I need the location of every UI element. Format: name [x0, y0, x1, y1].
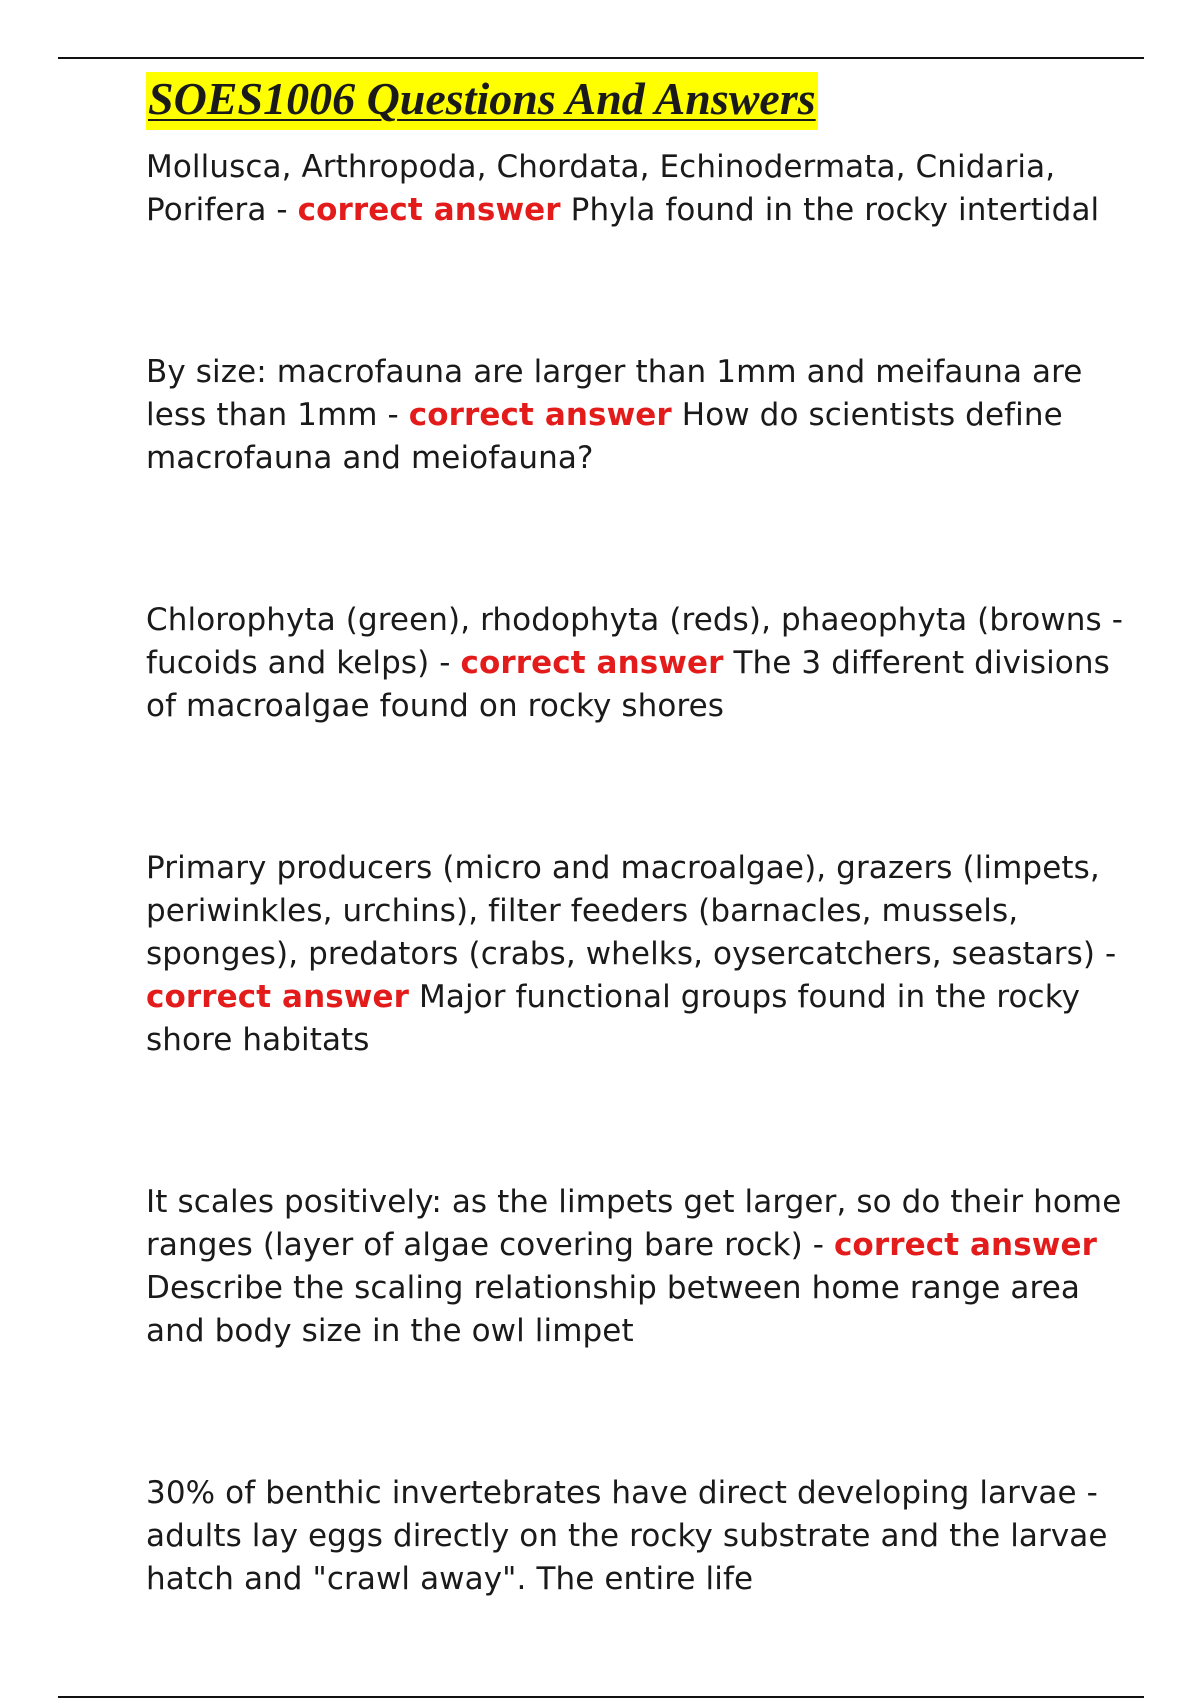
answer-text: By size: macrofauna are larger than 1mm and meifauna are less than 1mm - — [146, 354, 1083, 433]
qa-item-3 — [146, 599, 1146, 728]
answer-text: Chlorophyta (green), rhodophyta (reds), phaeophyta (browns - fucoids and kelps) - — [146, 602, 1124, 681]
correct-answer-tag: correct answer — [460, 645, 724, 681]
correct-answer-tag: correct answer — [297, 192, 561, 228]
question-text: Describe the scaling relationship between home range area and body size in the owl limpet — [146, 1270, 1080, 1349]
correct-answer-tag: correct answer — [408, 397, 672, 433]
answer-text: 30% of benthic invertebrates have direct developing larvae - adults lay eggs directly on the rocky substrate and the larvae hatch and "crawl away". The entire life — [146, 1475, 1108, 1597]
question-text: Major functional groups found in the rocky shore habitats — [146, 979, 1081, 1058]
correct-answer-tag: correct answer — [146, 979, 410, 1015]
answer-text: Primary producers (micro and macroalgae), grazers (limpets, periwinkles, urchins), filter feeders (barnacles, mussels, sponges), predators (crabs, whelks, oysercatchers, seastars) - — [146, 850, 1117, 972]
correct-answer-tag: correct answer — [833, 1227, 1098, 1263]
header-rule — [58, 57, 1144, 59]
qa-item-6 — [146, 1472, 1146, 1601]
answer-text: It scales positively: as the limpets get larger, so do their home ranges (layer of algae covering bare rock) - — [146, 1184, 1122, 1263]
question-text: The 3 different divisions of macroalgae found on rocky shores — [146, 645, 1110, 724]
question-text: Phyla found in the rocky intertidal — [560, 192, 1100, 228]
footer-rule — [58, 1696, 1144, 1698]
answer-text: Mollusca, Arthropoda, Chordata, Echinodermata, Cnidaria, Porifera - — [146, 149, 1056, 228]
qa-item-5 — [146, 1181, 1146, 1353]
qa-item-2 — [146, 351, 1146, 480]
document-title: SOES1006 Questions And Answers — [146, 72, 818, 130]
qa-item-4 — [146, 847, 1146, 1062]
question-text: How do scientists define macrofauna and meiofauna? — [146, 397, 1063, 476]
document-body — [146, 72, 1146, 1601]
qa-item-1 — [146, 146, 1146, 232]
